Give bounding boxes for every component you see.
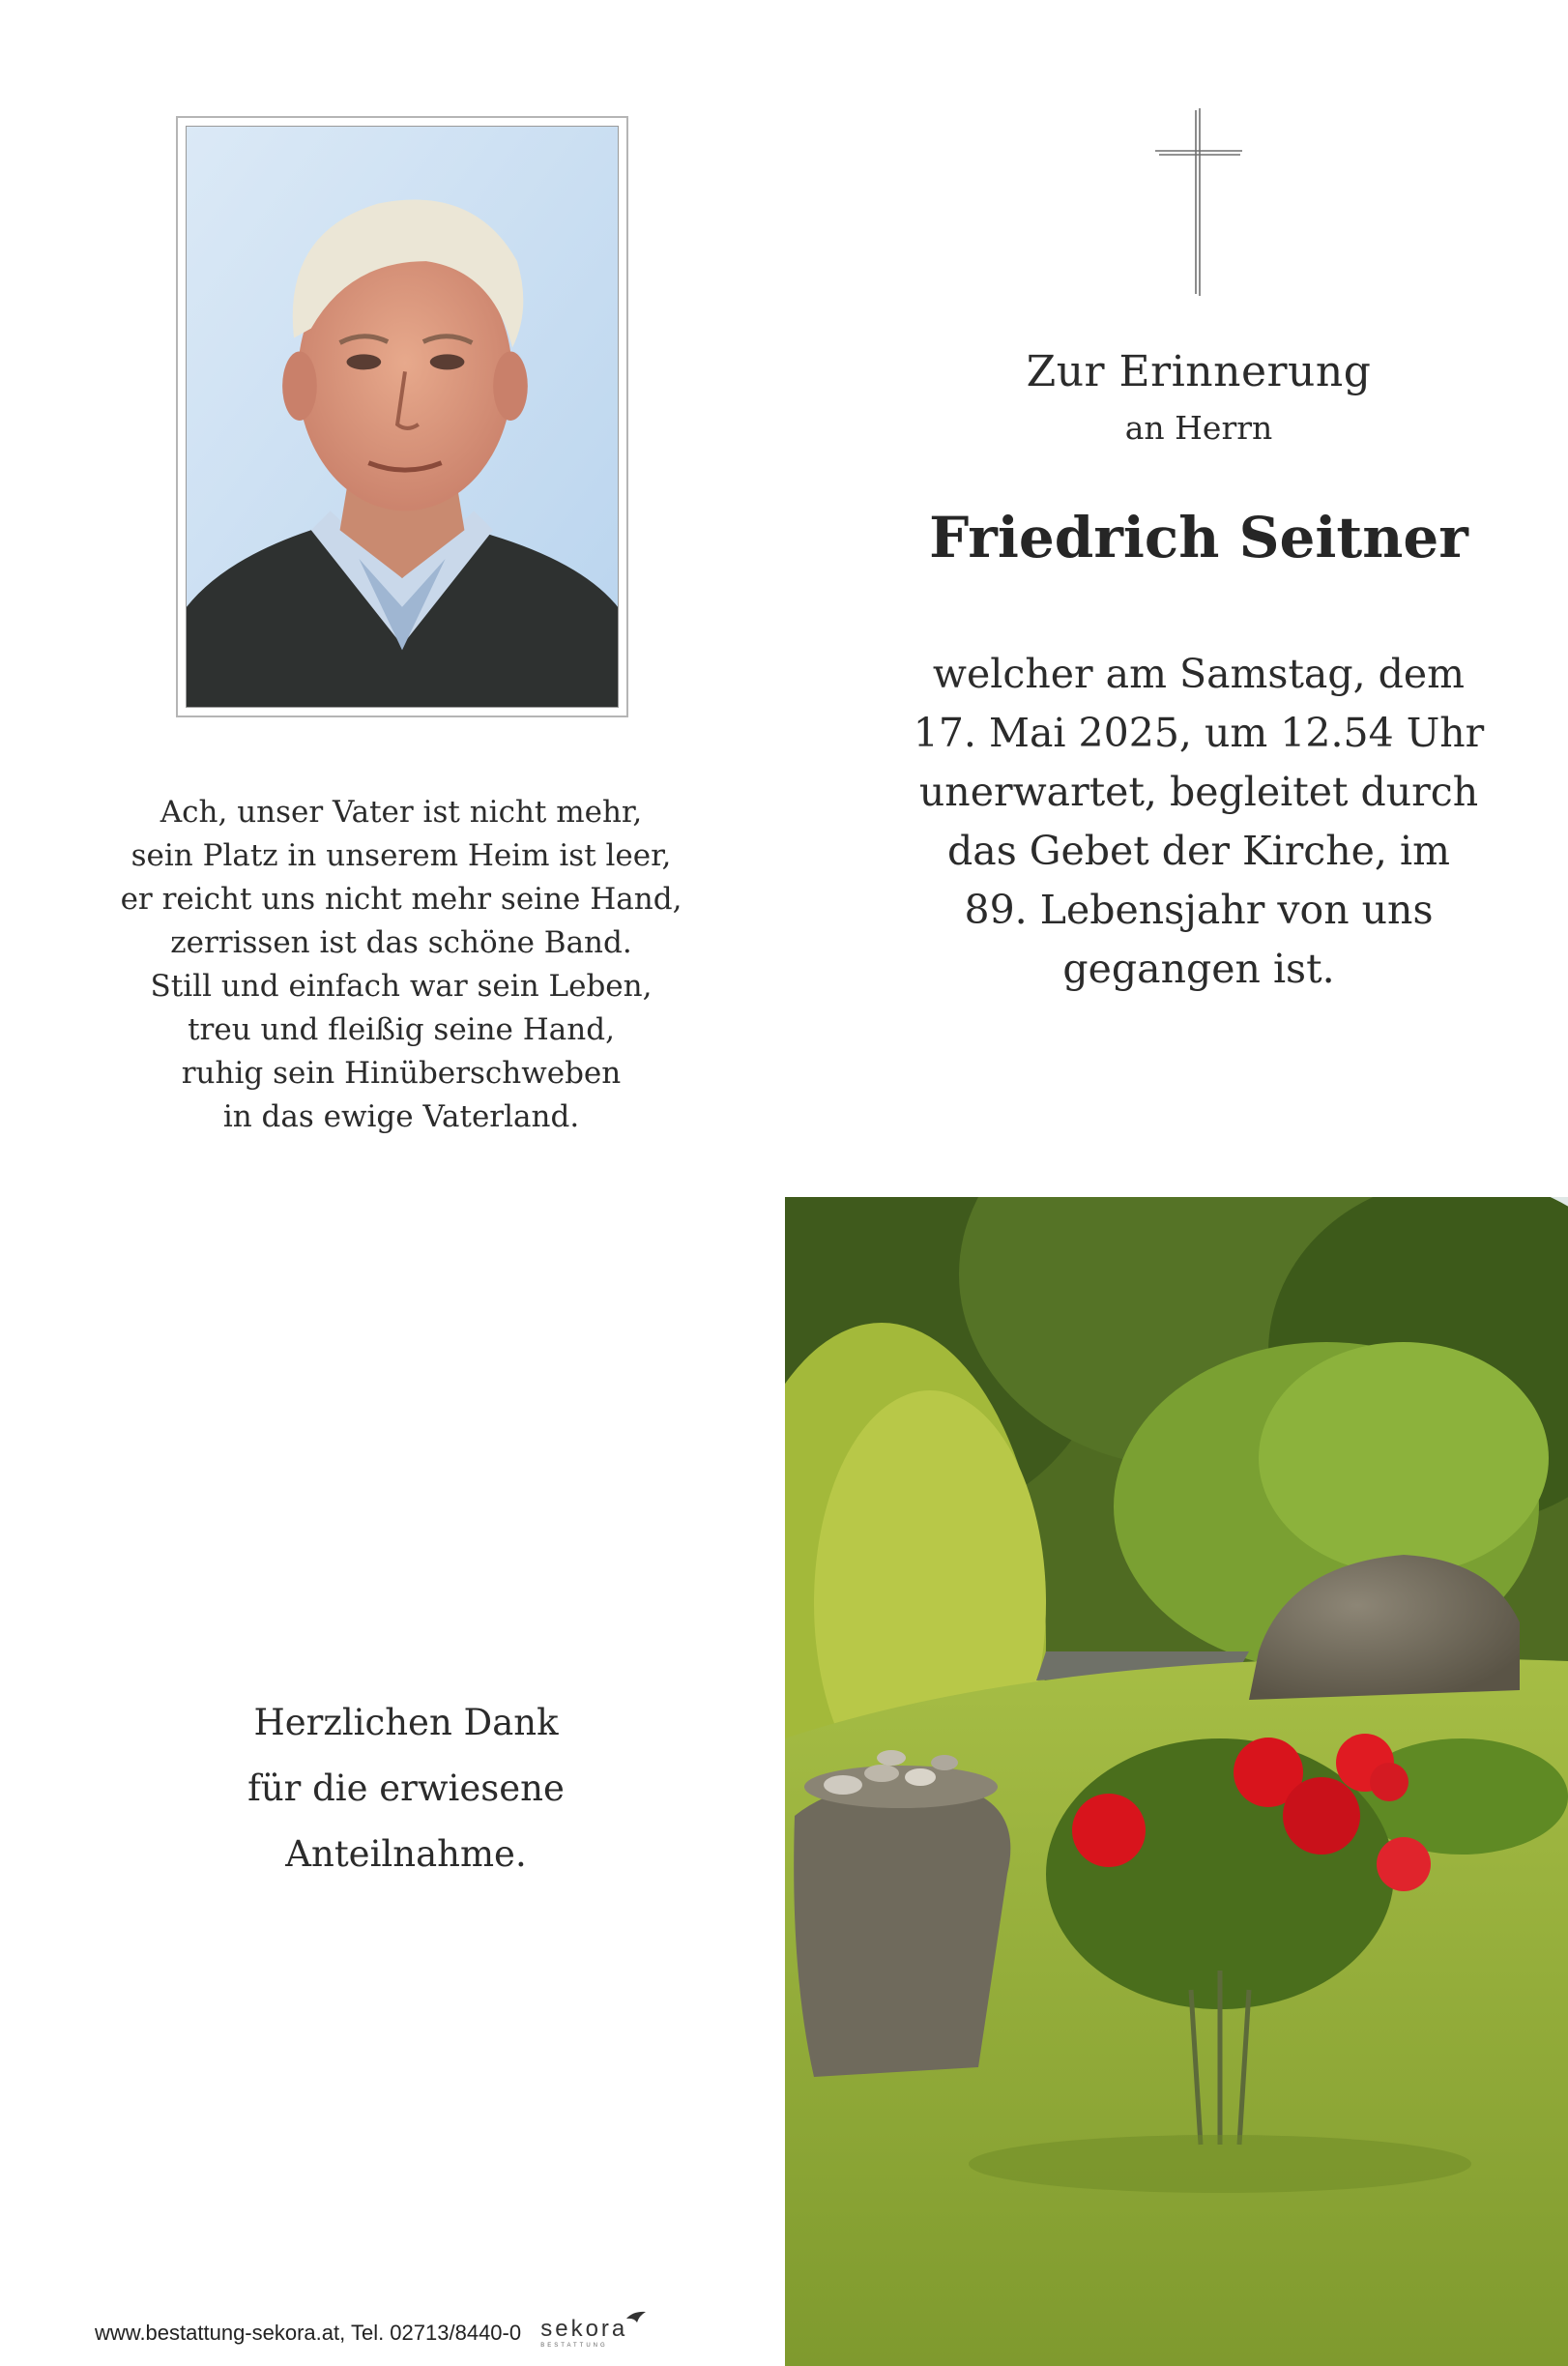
- death-line: das Gebet der Kirche, im: [947, 828, 1450, 874]
- poem-line: zerrissen ist das schöne Band.: [170, 925, 632, 960]
- death-line: unerwartet, begleitet durch: [918, 769, 1479, 815]
- death-line: gegangen ist.: [1062, 946, 1335, 992]
- footer-contact: www.bestattung-sekora.at, Tel. 02713/8440-0: [95, 2321, 522, 2345]
- bird-icon: [625, 2310, 647, 2323]
- brand-logo: [540, 2318, 627, 2349]
- thanks-text: [174, 1690, 638, 1887]
- poem-line: sein Platz in unserem Heim ist leer,: [131, 838, 672, 873]
- cross-icon: [1153, 108, 1244, 296]
- deceased-name: Friedrich Seitner: [929, 505, 1468, 570]
- footer: [95, 2318, 713, 2351]
- portrait-photo: [186, 126, 619, 708]
- death-line: 89. Lebensjahr von uns: [964, 887, 1434, 933]
- garden-photo: [785, 1197, 1568, 2366]
- poem-line: treu und fleißig seine Hand,: [188, 1012, 615, 1047]
- poem: [97, 791, 706, 1139]
- portrait-frame: [176, 116, 628, 717]
- thanks-line: Anteilnahme.: [285, 1833, 527, 1875]
- poem-line: ruhig sein Hinüberschweben: [181, 1056, 622, 1091]
- poem-line: Ach, unser Vater ist nicht mehr,: [160, 795, 643, 830]
- death-line: 17. Mai 2025, um 12.54 Uhr: [913, 710, 1485, 756]
- thanks-line: für die erwiesene: [247, 1767, 565, 1809]
- brand-subtitle: BESTATTUNG: [540, 2343, 608, 2349]
- poem-line: Still und einfach war sein Leben,: [150, 969, 653, 1004]
- memory-line1: Zur Erinnerung: [1026, 347, 1372, 396]
- memory-heading: [870, 343, 1527, 450]
- brand-name: sekora: [540, 2316, 628, 2342]
- death-line: welcher am Samstag, dem: [932, 651, 1466, 697]
- memory-line2: an Herrn: [1124, 409, 1273, 447]
- poem-line: er reicht uns nicht mehr seine Hand,: [120, 882, 682, 917]
- thanks-line: Herzlichen Dank: [253, 1702, 559, 1743]
- poem-line: in das ewige Vaterland.: [222, 1099, 580, 1134]
- death-text: [851, 645, 1547, 999]
